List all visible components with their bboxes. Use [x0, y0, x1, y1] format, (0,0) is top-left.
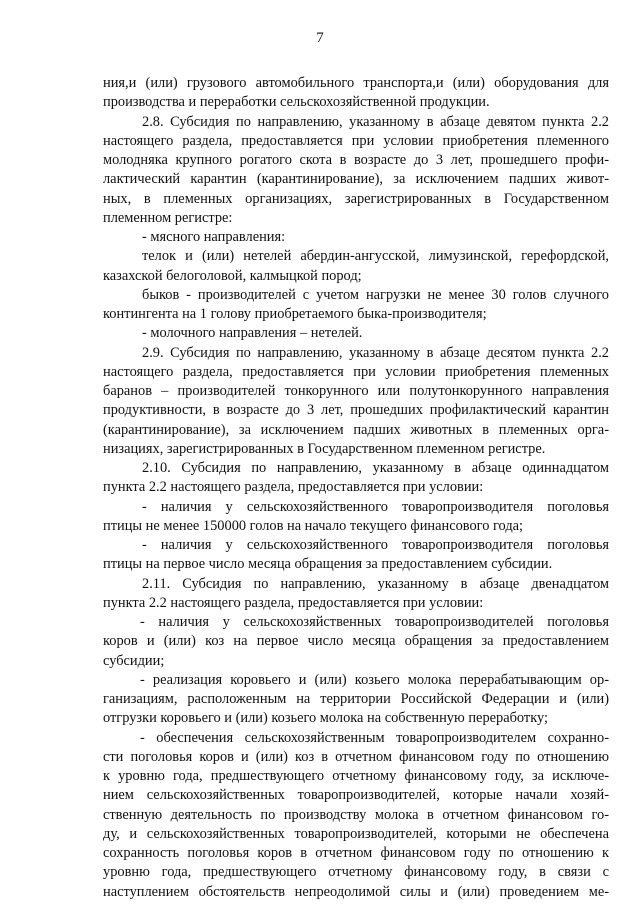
text-line: отгрузки коровьего и (или) козьего молока на собственную переработку;: [103, 710, 549, 727]
text-line: пункта 2.2 настоящего раздела, предоставляется при условии:: [103, 479, 484, 496]
text-line: казахской белоголовой, калмыцкой пород;: [103, 267, 362, 284]
text-line: настоящего раздела, предоставляется при условии приобретения племенных: [103, 363, 609, 380]
text-line: настоящего раздела, предоставляется при условии приобретения племенного: [103, 132, 609, 149]
text-line: 2.11. Субсидия по направлению, указанному в абзаце двенадцатом: [142, 575, 609, 592]
text-line: - обеспечения сельскохозяйственным товаропроизводителем сохранно-: [140, 729, 609, 746]
text-line: племенном регистре:: [103, 209, 233, 226]
text-line: наступлением обстоятельств непреодолимой силы и (или) проведением ме-: [103, 883, 609, 900]
text-line: низациях, зарегистрированных в Государственном племенном регистре.: [103, 440, 546, 457]
text-line: сохранность поголовья коров в отчетном финансовом году по отношению к: [103, 845, 609, 861]
text-line: баранов – производителей тонкорунного или полутонкорунного направления: [103, 383, 609, 399]
text-line: - мясного направления:: [142, 229, 286, 245]
text-line: птицы не менее 150000 голов на начало текущего финансового года;: [103, 517, 524, 534]
text-line: - реализация коровьего и (или) козьего молока перерабатывающим ор-: [140, 671, 609, 688]
text-line: - наличия у сельскохозяйственных товаропроизводителей поголовья: [140, 614, 609, 630]
text-line: уровню года, предшествующего отчетному финансовому году, в связи с: [103, 864, 609, 881]
text-line: коров и (или) коз на первое число месяца обращения за предоставлением: [103, 633, 609, 650]
text-line: к уровню года, предшествующего отчетному финансовому году, за исключе-: [103, 768, 609, 784]
text-line: пункта 2.2 настоящего раздела, предоставляется при условии:: [103, 594, 484, 611]
text-line: контингента на 1 голову приобретаемого быка-производителя;: [103, 306, 487, 322]
text-line: - наличия у сельскохозяйственного товаропроизводителя поголовья: [142, 498, 609, 515]
text-line: нием сельскохозяйственных товаропроизводителей, которые начали хозяй-: [103, 787, 609, 804]
text-line: 2.8. Субсидия по направлению, указанному в абзаце девятом пункта 2.2: [142, 113, 609, 130]
text-line: телок и (или) нетелей абердин-ангусской, лимузинской, герефордской,: [142, 248, 609, 265]
text-line: ния,и (или) грузового автомобильного транспорта,и (или) оборудования для: [103, 75, 609, 91]
text-line: 2.10. Субсидия по направлению, указанному в абзаце одиннадцатом: [142, 460, 609, 476]
text-line: быков - производителей с учетом нагрузки не менее 30 голов случного: [142, 286, 609, 303]
text-line: - молочного направления – нетелей.: [142, 325, 363, 342]
body-text: [103, 74, 609, 902]
text-line: птицы на первое число месяца обращения за предоставлением субсидии.: [103, 556, 553, 573]
text-line: продуктивности, в возрасте до 3 лет, прошедших профилактический карантин: [103, 402, 609, 419]
text-line: лактический карантин (карантинирование), за исключением падших живот-: [103, 171, 609, 188]
text-line: субсидии;: [103, 652, 165, 669]
text-line: 2.9. Субсидия по направлению, указанному в абзаце десятом пункта 2.2: [142, 344, 609, 361]
text-line: ных, в племенных организациях, зарегистрированных в Государственном: [103, 190, 609, 207]
text-line: производства и переработки сельскохозяйственной продукции.: [103, 94, 490, 111]
page-number: 7: [316, 30, 324, 46]
text-line: ственную деятельность по производству молока в отчетном финансовом го-: [103, 806, 609, 823]
text-line: сти поголовья коров и (или) коз в отчетном финансовом году по отношению: [103, 748, 609, 765]
text-line: молодняка крупного рогатого скота в возрасте до 3 лет, прошедшего профи-: [103, 152, 609, 168]
text-line: - наличия у сельскохозяйственного товаропроизводителя поголовья: [142, 537, 609, 553]
text-line: ду, и сельскохозяйственных товаропроизводителей, которыми не обеспечена: [103, 825, 609, 842]
text-line: ганизациям, расположенным на территории Российской Федерации и (или): [103, 691, 609, 707]
text-line: (карантинирование), за исключением падших животных в племенных орга-: [103, 421, 609, 438]
